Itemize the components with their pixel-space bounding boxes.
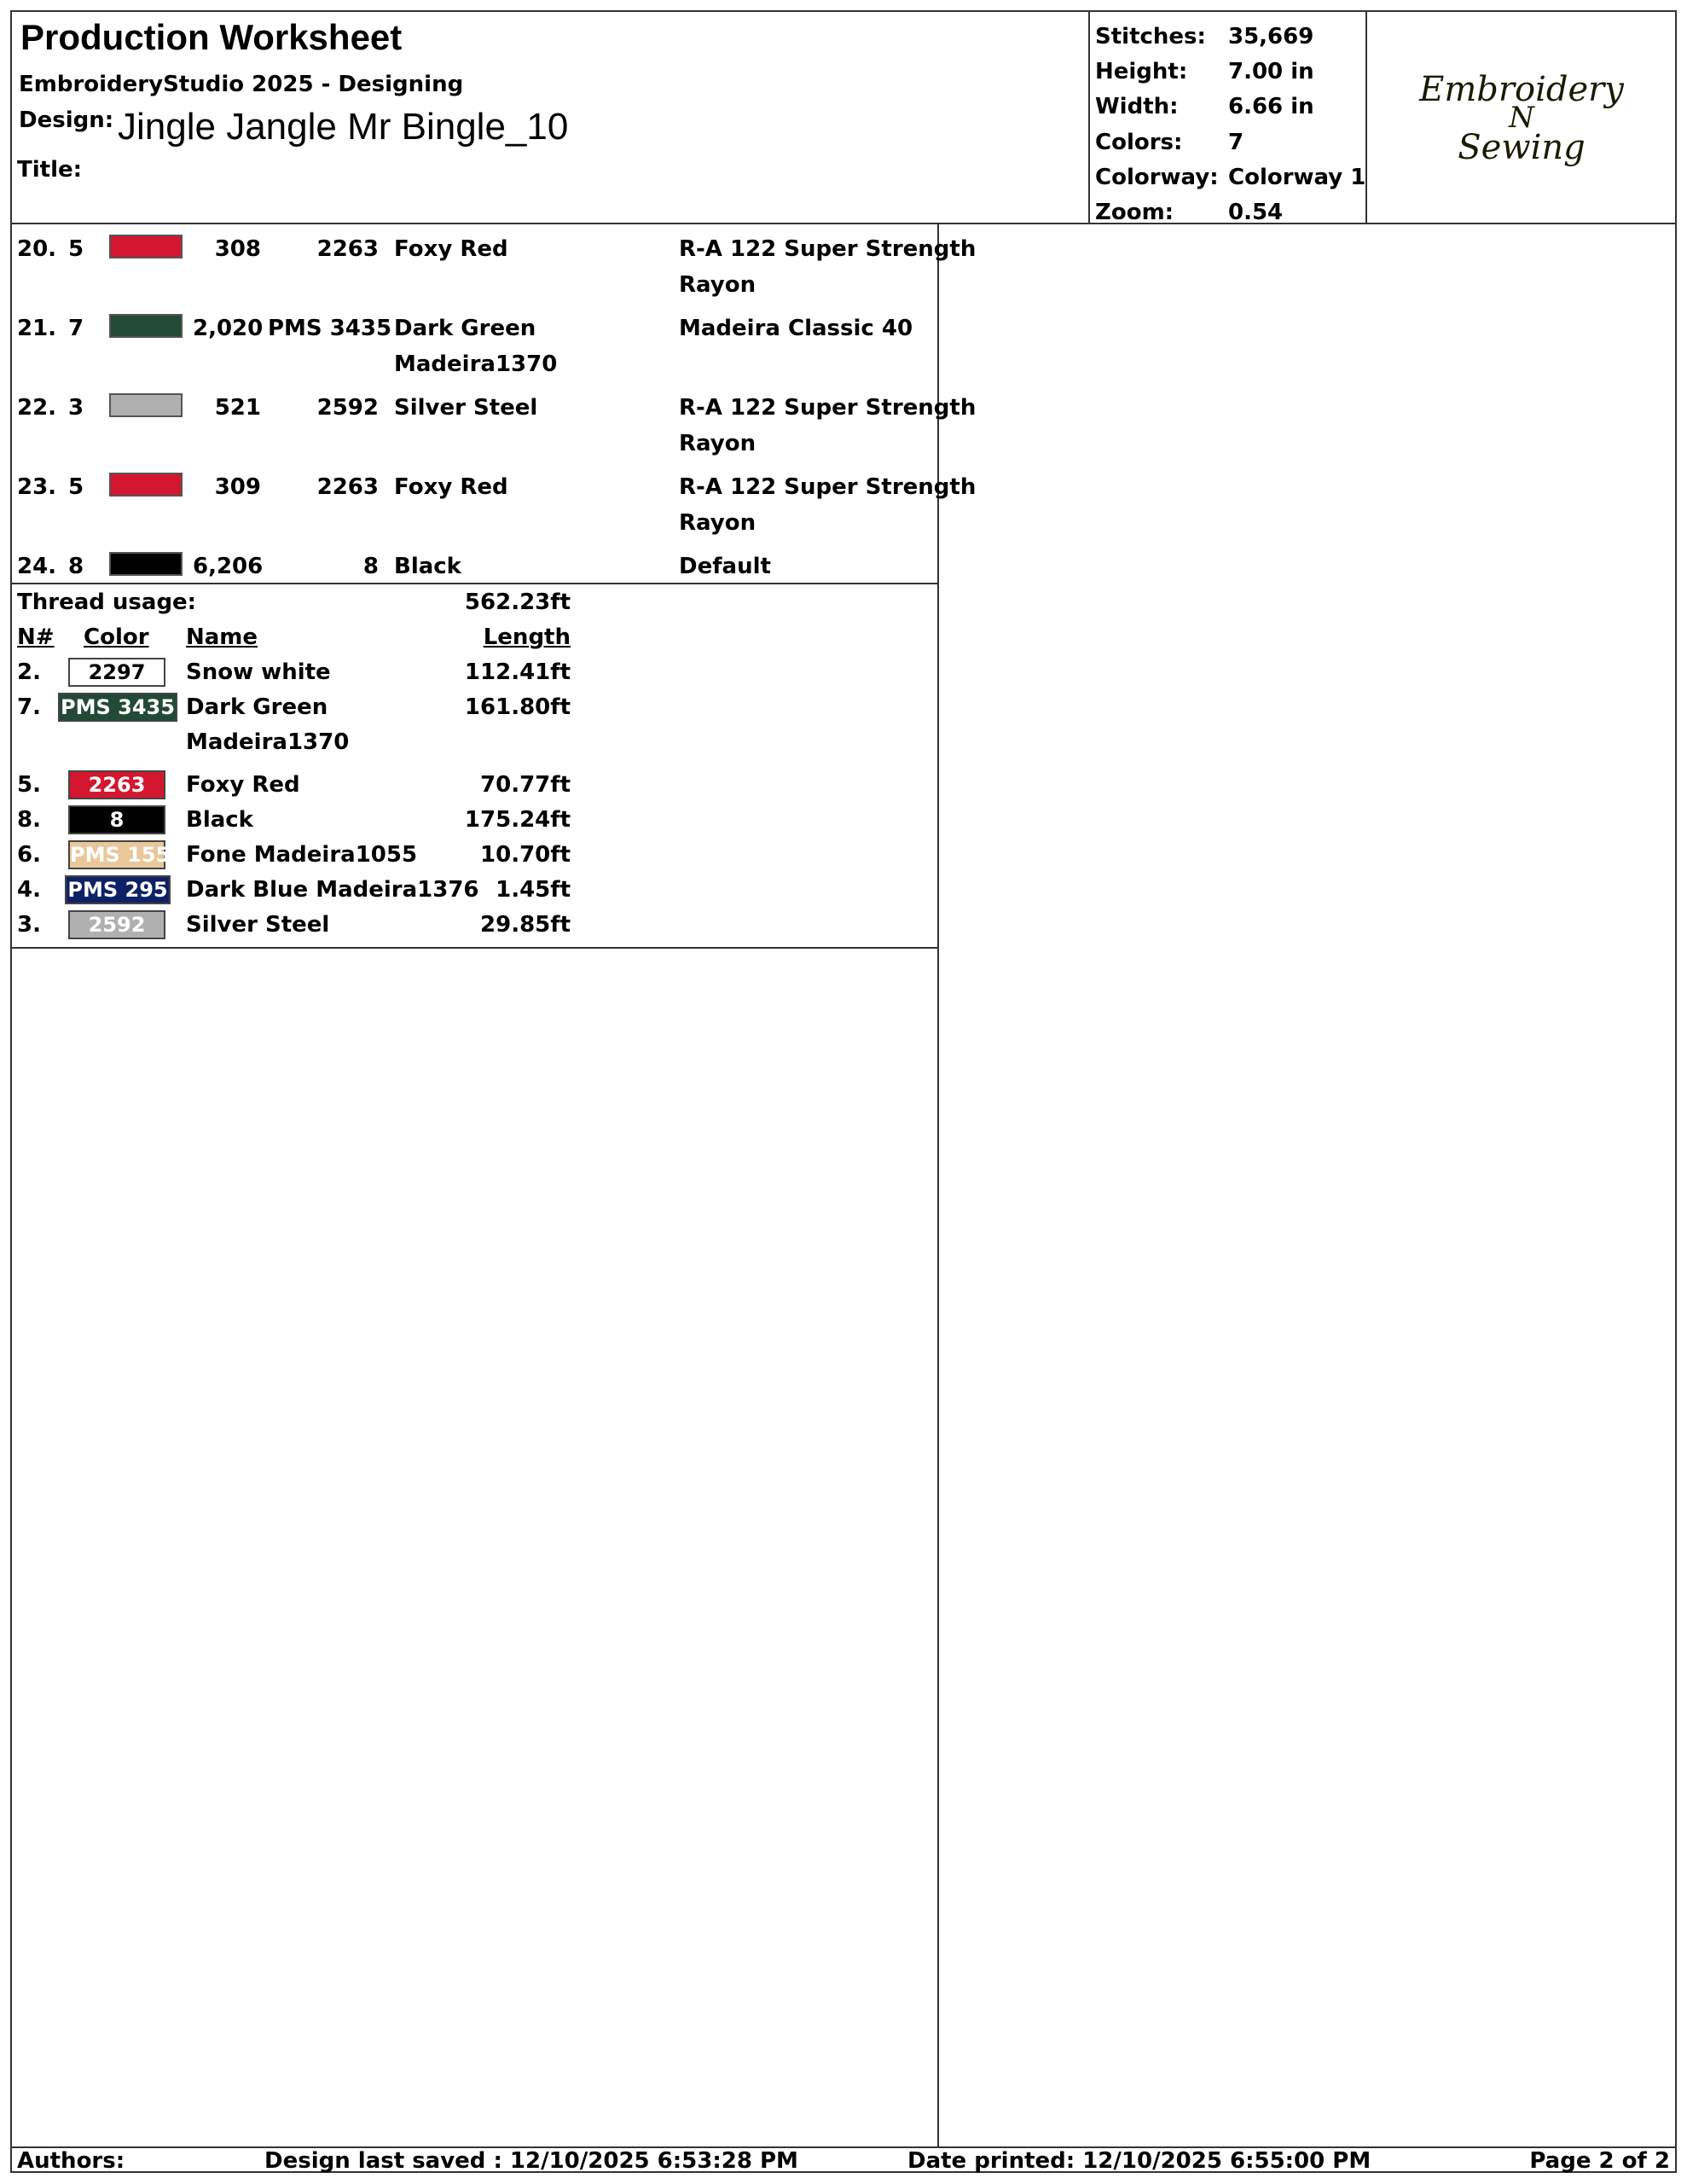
usage-color-chip: 8 (68, 805, 165, 834)
color-swatch (109, 314, 183, 338)
thread-code: 2263 (316, 236, 379, 262)
footer-last-saved: Design last saved : 12/10/2025 6:53:28 PM (264, 2148, 798, 2174)
usage-name-line-2: Madeira1370 (186, 729, 350, 755)
thread-name: Foxy Red (394, 236, 508, 262)
thread-name: Dark Green (394, 316, 536, 341)
color-swatch (109, 235, 183, 258)
stop-sequence-table (12, 224, 977, 584)
footer-date-printed: Date printed: 12/10/2025 6:55:00 PM (907, 2148, 1371, 2174)
needle-number: 8 (68, 554, 84, 579)
usage-needle: 4. (17, 877, 41, 903)
stop-number: 23. (17, 474, 57, 500)
stitch-count: 6,206 (193, 554, 264, 579)
design-name: Jingle Jangle Mr Bingle_10 (118, 106, 569, 148)
usage-needle: 5. (17, 772, 41, 798)
usage-color-chip: 2263 (68, 770, 165, 799)
usage-name: Silver Steel (186, 912, 330, 938)
color-swatch (109, 473, 183, 497)
stat-label-colorway: Colorway: (1095, 165, 1219, 190)
stop-number: 22. (17, 395, 57, 421)
stop-number: 21. (17, 316, 57, 341)
thread-usage-total: 562.23ft (464, 590, 571, 615)
usage-name: Black (186, 807, 253, 833)
title-label: Title: (17, 157, 83, 183)
stop-number: 24. (17, 554, 57, 579)
usage-color-chip: 2592 (68, 910, 165, 939)
usage-needle: 7. (17, 694, 41, 720)
thread-brand-line-2: Rayon (679, 510, 757, 536)
usage-color-chip: 2297 (68, 658, 165, 687)
header-stats (1090, 12, 1367, 223)
footer-page-number: Page 2 of 2 (1529, 2148, 1670, 2174)
usage-length: 29.85ft (480, 912, 571, 938)
stat-label-width: Width: (1095, 94, 1179, 119)
stat-label-stitches: Stitches: (1095, 24, 1206, 49)
stitch-count: 2,020 (193, 316, 264, 341)
column-header-n: N# (17, 624, 55, 650)
usage-length: 175.24ft (464, 807, 571, 833)
usage-needle: 3. (17, 912, 41, 938)
usage-name: Dark Blue Madeira1376 (186, 877, 479, 903)
stitch-count: 309 (214, 474, 261, 500)
footer-authors: Authors: (17, 2148, 125, 2174)
usage-length: 10.70ft (480, 842, 571, 868)
usage-color-chip: PMS 3435 (58, 693, 177, 722)
thread-name: Silver Steel (394, 395, 538, 421)
worksheet-header (12, 12, 1675, 224)
column-header-color: Color (84, 624, 149, 650)
thread-code: PMS 3435 (268, 316, 392, 341)
logo-line-3: Sewing (1458, 128, 1586, 167)
usage-needle: 2. (17, 659, 41, 685)
company-logo (1368, 12, 1675, 223)
page-title: Production Worksheet (20, 17, 403, 57)
column-header-length: Length (483, 624, 571, 650)
thread-name-line-2: Madeira1370 (394, 351, 558, 377)
color-swatch (109, 552, 183, 576)
app-name: EmbroideryStudio 2025 - Designing (19, 72, 464, 97)
needle-number: 5 (68, 236, 84, 262)
stat-value-height: 7.00 in (1228, 59, 1314, 84)
usage-name: Snow white (186, 659, 331, 685)
usage-length: 161.80ft (464, 694, 571, 720)
usage-color-chip: PMS 295 (65, 875, 171, 904)
logo-line-2: N (1509, 101, 1534, 135)
usage-needle: 6. (17, 842, 41, 868)
usage-needle: 8. (17, 807, 41, 833)
stop-number: 20. (17, 236, 57, 262)
stat-value-width: 6.66 in (1228, 94, 1314, 119)
thread-name: Foxy Red (394, 474, 508, 500)
logo-line-1: Embroidery (1419, 70, 1624, 109)
usage-color-chip: PMS 155 (68, 840, 165, 869)
thread-code: 2592 (316, 395, 379, 421)
usage-length: 112.41ft (464, 659, 571, 685)
usage-name: Foxy Red (186, 772, 300, 798)
thread-code: 2263 (316, 474, 379, 500)
thread-brand: R-A 122 Super Strength (679, 395, 977, 421)
usage-name: Fone Madeira1055 (186, 842, 418, 868)
thread-brand-line-2: Rayon (679, 431, 757, 456)
worksheet-footer (12, 2146, 1675, 2175)
usage-length: 70.77ft (480, 772, 571, 798)
thread-brand: R-A 122 Super Strength (679, 474, 977, 500)
empty-panel (12, 949, 939, 2146)
stat-value-zoom: 0.54 (1228, 200, 1284, 225)
stat-label-colors: Colors: (1095, 130, 1183, 155)
needle-number: 3 (68, 395, 84, 421)
stat-value-colorway: Colorway 1 (1228, 165, 1366, 190)
worksheet-page (10, 10, 1677, 2173)
needle-number: 5 (68, 474, 84, 500)
stitch-count: 521 (214, 395, 261, 421)
usage-length: 1.45ft (496, 877, 571, 903)
stat-value-stitches: 35,669 (1228, 24, 1314, 49)
thread-brand: Default (679, 554, 771, 579)
thread-name: Black (394, 554, 461, 579)
header-design-info (12, 12, 1090, 223)
design-label: Design: (19, 107, 114, 133)
thread-brand-line-2: Rayon (679, 272, 757, 298)
thread-usage-table (12, 584, 939, 949)
usage-name: Dark Green (186, 694, 328, 720)
column-header-name: Name (186, 624, 258, 650)
thread-brand: Madeira Classic 40 (679, 316, 913, 341)
needle-number: 7 (68, 316, 84, 341)
thread-code: 8 (362, 554, 379, 579)
thread-brand: R-A 122 Super Strength (679, 236, 977, 262)
stitch-count: 308 (214, 236, 261, 262)
stat-label-height: Height: (1095, 59, 1188, 84)
stat-value-colors: 7 (1228, 130, 1244, 155)
stat-label-zoom: Zoom: (1095, 200, 1174, 225)
thread-usage-label: Thread usage: (17, 590, 197, 615)
color-swatch (109, 393, 183, 417)
